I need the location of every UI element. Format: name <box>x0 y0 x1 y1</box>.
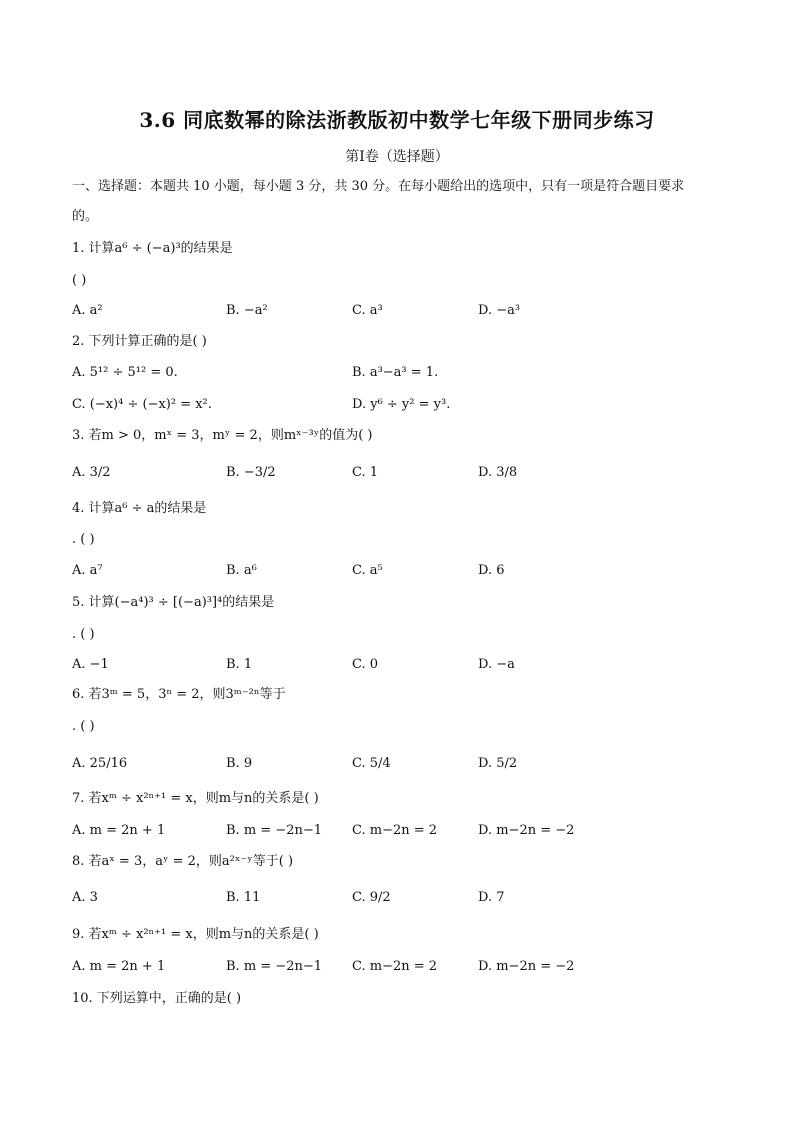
question-6-option-a: A. 25/16 <box>72 756 128 771</box>
question-6-option-b: B. 9 <box>226 756 253 771</box>
question-2-stem: 2. 下列计算正确的是( ) <box>72 334 207 349</box>
question-8-option-d: D. 7 <box>478 890 505 905</box>
question-9-option-d: D. m−2n = −2 <box>478 959 575 974</box>
question-2-option-a: A. 5¹² ÷ 5¹² = 0. <box>72 365 178 380</box>
question-4-stem: 4. 计算a⁶ ÷ a的结果是 <box>72 501 207 516</box>
question-5-stem: 5. 计算(−a⁴)³ ÷ [(−a)³]⁴的结果是 <box>72 595 275 610</box>
question-6-paren: . ( ) <box>72 719 95 734</box>
question-2-option-b: B. a³−a³ = 1. <box>352 365 439 380</box>
question-2-option-d: D. y⁶ ÷ y² = y³. <box>352 397 451 412</box>
question-7-option-c: C. m−2n = 2 <box>352 823 438 838</box>
question-9-option-c: C. m−2n = 2 <box>352 959 438 974</box>
question-6-stem: 6. 若3ᵐ = 5，3ⁿ = 2，则3ᵐ⁻²ⁿ等于 <box>72 687 286 702</box>
question-3-option-c: C. 1 <box>352 465 379 480</box>
question-5-option-d: D. −a <box>478 657 515 672</box>
question-2-option-c: C. (−x)⁴ ÷ (−x)² = x². <box>72 397 212 412</box>
question-1-option-b: B. −a² <box>226 303 268 318</box>
question-8-option-b: B. 11 <box>226 890 261 905</box>
question-6-option-d: D. 5/2 <box>478 756 518 771</box>
question-7-stem: 7. 若xᵐ ÷ x²ⁿ⁺¹ = x，则m与n的关系是( ) <box>72 791 319 806</box>
question-8-stem: 8. 若aˣ = 3，aʸ = 2，则a²ˣ⁻ʸ等于( ) <box>72 854 294 869</box>
question-7-option-b: B. m = −2n−1 <box>226 823 323 838</box>
question-9-stem: 9. 若xᵐ ÷ x²ⁿ⁺¹ = x，则m与n的关系是( ) <box>72 927 319 942</box>
question-4-option-c: C. a⁵ <box>352 563 383 578</box>
question-10-stem: 10. 下列运算中，正确的是( ) <box>72 991 242 1006</box>
question-3-option-a: A. 3/2 <box>72 465 111 480</box>
question-3-stem: 3. 若m > 0，mˣ = 3，mʸ = 2，则mˣ⁻³ʸ的值为( ) <box>72 428 373 443</box>
question-4-option-a: A. a⁷ <box>72 563 103 578</box>
question-5-option-b: B. 1 <box>226 657 253 672</box>
question-9-option-a: A. m = 2n + 1 <box>72 959 166 974</box>
question-5-option-c: C. 0 <box>352 657 379 672</box>
question-5-paren: . ( ) <box>72 627 95 642</box>
question-4-paren: . ( ) <box>72 532 95 547</box>
question-9-option-b: B. m = −2n−1 <box>226 959 323 974</box>
question-4-option-b: B. a⁶ <box>226 563 257 578</box>
question-3-option-b: B. −3/2 <box>226 465 276 480</box>
question-7-option-d: D. m−2n = −2 <box>478 823 575 838</box>
question-7-option-a: A. m = 2n + 1 <box>72 823 166 838</box>
question-8-option-c: C. 9/2 <box>352 890 391 905</box>
question-1-stem: 1. 计算a⁶ ÷ (−a)³的结果是 <box>72 241 233 256</box>
question-1-option-a: A. a² <box>72 303 103 318</box>
question-1-option-c: C. a³ <box>352 303 383 318</box>
question-1-option-d: D. −a³ <box>478 303 521 318</box>
section-subtitle: 第Ⅰ卷（选择题） <box>345 149 449 165</box>
question-5-option-a: A. −1 <box>72 657 109 672</box>
page-title: 3.6 同底数幂的除法浙教版初中数学七年级下册同步练习 <box>139 108 655 132</box>
question-6-option-c: C. 5/4 <box>352 756 391 771</box>
question-8-option-a: A. 3 <box>72 890 98 905</box>
question-3-option-d: D. 3/8 <box>478 465 518 480</box>
instructions-line-2: 的。 <box>72 209 99 224</box>
instructions-line-1: 一、选择题：本题共 10 小题，每小题 3 分，共 30 分。在每小题给出的选项中，只有一项是符合题目要求 <box>72 179 685 194</box>
question-4-option-d: D. 6 <box>478 563 505 578</box>
question-1-paren: ( ) <box>72 273 87 288</box>
